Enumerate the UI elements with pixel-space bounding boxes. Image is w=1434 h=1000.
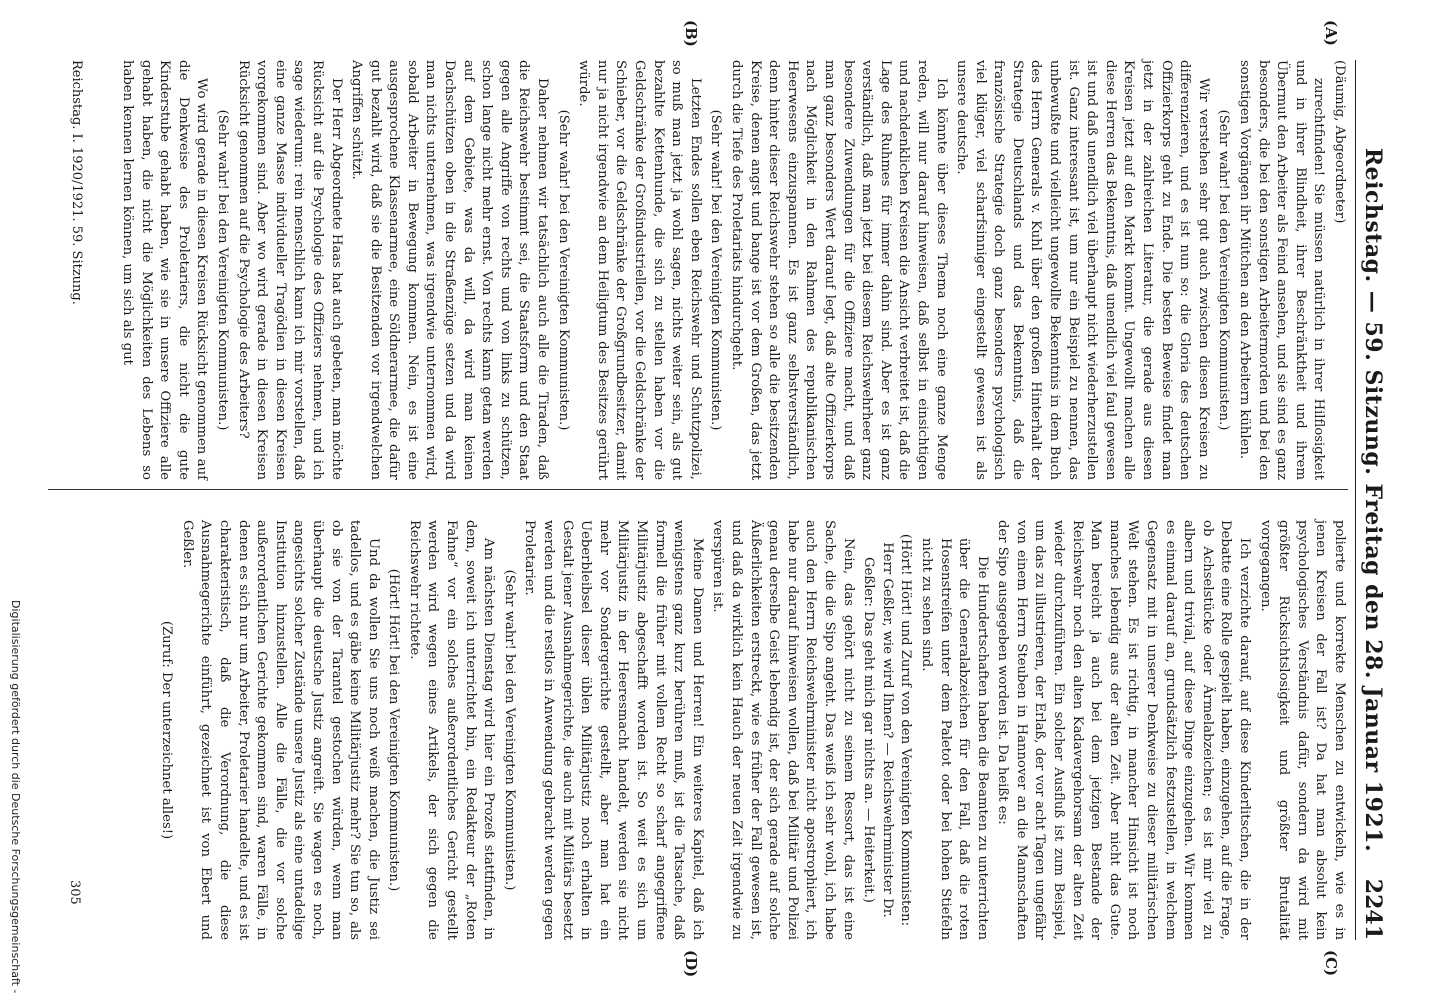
paragraph: Der Herr Abgeordnete Haas hat auch gebeten, man möchte Rücksicht auf die Psychologie des Offiziers nehmen, und ich sage wiederum: rein menschlich kann ich mir vorstellen, daß eine ganze Masse individueller Tragödien in diesen Kreisen vorgekommen sind. Aber wo wird gerade in diesen Kreisen Rücksicht genommen auf die Psychologie des Arbeiters?: [235, 60, 344, 480]
interjection: (Zuruf: Der unterzeichnet alles!): [159, 620, 175, 840]
footer-page-number: 305: [67, 880, 82, 905]
paragraph: Wo wird gerade in diesen Kreisen Rücksicht genommen auf die Denkweise des Proletariers, die nicht die gute Kinderstube gehabt haben, wie sie in unsere Offiziere alle gehabt haben, die nicht die Möglichkeiten des Lebens so haben kennen lernen können, um sich als gut: [120, 60, 210, 480]
paragraph: Ich verzichte darauf, auf diese Kinderlitschen, die in der Debatte eine Rolle gespielt haben, einzugehen, auf die Frage, ob Achselstücke oder Ärmelabzeichen; es ist mir viel zu albern und trivial, auf diese Dinge einzugehen. Wir kommen es einmal darauf an, grundsätzlich festzustellen, in welchem Gegensatz mit in unserer Denkweise zu dieser militärischen Welt stehen. Es ist richtig, in mancher Hinsicht ist noch manches lebendig aus der alten Zeit. Aber nicht das Gute. Man bereicht ja auch bei dem jetzigen Bestande der Reichswehr noch den alten Kadavergehorsam der alten Zeit wieder durchzuführen. Ein solcher Ausfluß ist zum Beispiel, um das zu illustrieren, der Erlaß, der vor acht Tagen ungefähr von einem Herrn Steuben in Hannover an die Mannschaften der Sipo ausgegeben worden ist. Da heißt es:: [995, 520, 1253, 940]
header-page-number: 2241: [1360, 878, 1386, 940]
sidebar-funding-note: Digitalisierung gefördert durch die Deutsche Forschungsgemeinschaft -: [9, 600, 22, 994]
marker-b: (B): [682, 20, 700, 47]
paragraph: polierte und korrekte Menschen zu entwickeln, wie es in jenen Kreisen der Fall ist? Da hat man absolut kein psychologisches Verständnis dafür, sondern da wird mit größter Rücksichtslosigkeit und größter Brutalität vorgegangen.: [1257, 520, 1347, 940]
quotation: Die Hundertschaften haben die Beamten zu unterrichten über die Generalabzeichen für den Fall, daß die roten Hosenstreifen unter dem Paletot oder bei hohen Stiefeln nicht zu sehen sind.: [918, 538, 990, 940]
paragraph: Und da wollen Sie uns noch weiß machen, die Justiz sei tadellos, und es gäbe keine Militärjustiz mehr? Sie tun so, als ob sie von der Tarantel gestochen würden, wenn man überhaupt die deutsche Justiz angreift. Sie wagen es noch, angesichts solcher Zustände unsere Justiz als eine untadelige Institution hinzustellen. Alle die Fälle, die vor solche außerordentlichen Gerichte gekommen sind, waren Fälle, in denen es sich nur um Arbeiter, Proletarier handelte, und es ist charakteristisch, daß die Verordnung, die diese Ausnahmegerichte einführt, gezeichnet ist von Ebert und Geßler.: [179, 520, 381, 940]
interjection: (Sehr wahr! bei den Vereinigten Kommunisten.): [214, 109, 230, 431]
paragraph: zurechtfinden! Sie müssen natürlich in ihrer Hilflosigkeit und in ihrer Blindheit, ihrer Beschränktheit und ihrem Übermut den Arbeiter als Feind ansehen, und sie sind es ganz besonders, die bei den sonstigen Arbeitermorden und bei den sonstigen Vorgängen ihr Mütchen an den Arbeitern kühlen.: [1237, 60, 1327, 480]
paragraph: Daher nehmen wir tatsächlich auch alle die Tiraden, daß die Reichswehr bestimmt sei, die Staatsform und den Staat gegen alle Angriffe von rechts und von links zu schützen, schon lange nicht mehr ernst. Von rechts kann getan werden auf dem Gebiete, was da will, da wird man keinen Dachschützen oben in die Straßenzüge setzen und da wird man nichts unternehmen, was irgendwie unternommen wird, sobald Arbeiter in Bewegung kommen. Nein, es ist eine ausgesprochene Klassenarmee, eine Söldnerarmee, die dafür gut bezahlt wird, daß sie die Besitzenden vor irgendwelchen Angriffen schützt.: [349, 60, 551, 480]
interjection: (Hört! Hört! bei den Vereinigten Kommunisten.): [386, 568, 402, 892]
paragraph: Letzten Endes sollen eben Reichswehr und Schutzpolizei, so muß man jetzt ja wohl sagen, nichts weiter sein, als gut bezahlte Kettenhunde, die sich zu stellen haben vor die Geldschränke der Großindustriellen, vor die Geldschränke der Schieber, vor die Geldschränke der Großgrundbesitzer, damit nur ja nicht irgendwie an dem Heiligtum des Besitzes gerührt würde.: [576, 60, 703, 480]
paragraph: Nein, das gehört nicht zu seinem Ressort, das ist eine Sache, die die Sipo angeht. Das weiß ich sehr wohl, ich habe auch den Herrn Reichswehrminister nicht apostrophiert, ich habe nur darauf hinweisen wollen, daß bei Militär und Polizei genau derselbe Geist lebendig ist, der sich gerade auf solche Äußerlichkeiten erstreckt, wie es früher der Fall gewesen ist, und daß da wirklich kein Hauch der neuen Zeit irgendwie zu verspüren ist.: [710, 520, 856, 940]
marker-d: (D): [682, 950, 700, 978]
rotated-scan-page: [40, 0, 1400, 1000]
speaker-label: (Däumig, Abgeordneter): [1332, 60, 1347, 224]
paragraph: Ich könnte über dieses Thema noch eine ganze Menge reden, will nur darauf hinweisen, daß selbst in einsichtigen und nachdenklichen Kreisen die Ansicht verbreitet ist, daß die Lage des Ruhmes für immer dahin sind. Aber es ist ganz verständlich, daß man jetzt bei diesem Reichswehrheer ganz besondere Zuwendungen für die Offiziere macht, und daß man ganz besonders Wert darauf legt, daß alte Offizierkorps nach Möglichkeit in den Rahmen des republikanischen Heerwesens einzuspannen. Es ist ganz selbstverständlich, denn hinter dieser Reichswehr stehen so alle die besitzenden Kreise, denen angst und bange ist vor dem Großen, das jetzt durch die Tiefe des Proletariats hindurchgeht.: [729, 60, 949, 480]
interjection: (Hört! Hört! und Zuruf von den Vereinigten Kommunisten: Herr Geßler, wie wird Ihnen? — Reichswehrminister Dr. Geßler: Das geht mich gar nichts an. — Heiterkeit.): [861, 533, 914, 927]
paragraph: Meine Damen und Herren! Ein weiteres Kapitel, daß ich wenigstens ganz kurz berühren muß, ist die Tatsache, daß formell die früher mit vollem Recht so scharf angegriffene Militärjustiz abgeschafft worden ist. So weit es sich um Militärjustiz in der Heeresmacht handelt, werden sie nicht mehr vor Sondergerichte gestellt, aber man hat ein Ueberbleibsel dieser üblen Militärjustiz noch erhalten in Gestalt jener Ausnahmegerichte, die auch mit Militärs besetzt werden und die restlos in Anwendung gebracht werden gegen Proletarier.: [522, 520, 705, 940]
right-column: [155, 520, 1348, 940]
interjection: (Sehr wahr! bei den Vereinigten Kommunisten.): [1216, 109, 1232, 431]
paragraph: Wir verstehen sehr gut auch zwischen diesen Kreisen zu differenzieren, und es ist nun so: die Gloria des deutschen Offizierkorps geht zu Ende. Die besten Beweise findet man jetzt in der zahlreichen Literatur, die gerade aus diesen Kreisen jetzt auf den Markt kommt. Ungewollt machen alle diese Herren das Bekenntnis, daß unendlich viel faul gewesen ist und daß unendlich viel überhaupt nicht wiederherzustellen ist. Ganz interessant ist, um nur ein Beispiel zu nennen, das unbewußte und vielleicht ungewollte Bekenntnis in dem Buch des Herrn Generals v. Kuhl über den großen Hinterhalt der Strategie Deutschlands und das Bekenntnis, daß die französische Strategie doch ganz besonders psychologisch viel klüger, viel scharfsinniger eingestellt gewesen ist als unsere deutsche.: [954, 60, 1211, 480]
left-column: [115, 60, 1348, 480]
marker-a: (A): [1322, 20, 1340, 46]
column-divider: [48, 489, 1348, 490]
interjection: (Sehr wahr! bei den Vereinigten Kommunisten.): [501, 569, 517, 891]
header-title: Reichstag. — 59. Sitzung. Freitag den 28. Januar 1921.: [1360, 147, 1386, 853]
footer-session: Reichstag. I. 1920/1921. 59. Sitzung.: [69, 60, 84, 305]
interjection: (Sehr wahr! bei den Vereinigten Kommunisten.): [708, 109, 724, 431]
paragraph: Am nächsten Dienstag wird hier ein Prozeß stattfinden, in dem, soweit ich unterrichtet bin, ein Redakteur der „Roten Fahne“ vor ein solches außerordentliches Gericht gestellt werden wird wegen eines Artikels, der sich gegen die Reichswehr richtete.: [406, 520, 497, 940]
interjection: (Sehr wahr! bei den Vereinigten Kommunisten.): [555, 109, 571, 431]
page-header: [1355, 60, 1390, 940]
marker-c: (C): [1322, 950, 1340, 977]
sidebar: [6, 600, 22, 1000]
